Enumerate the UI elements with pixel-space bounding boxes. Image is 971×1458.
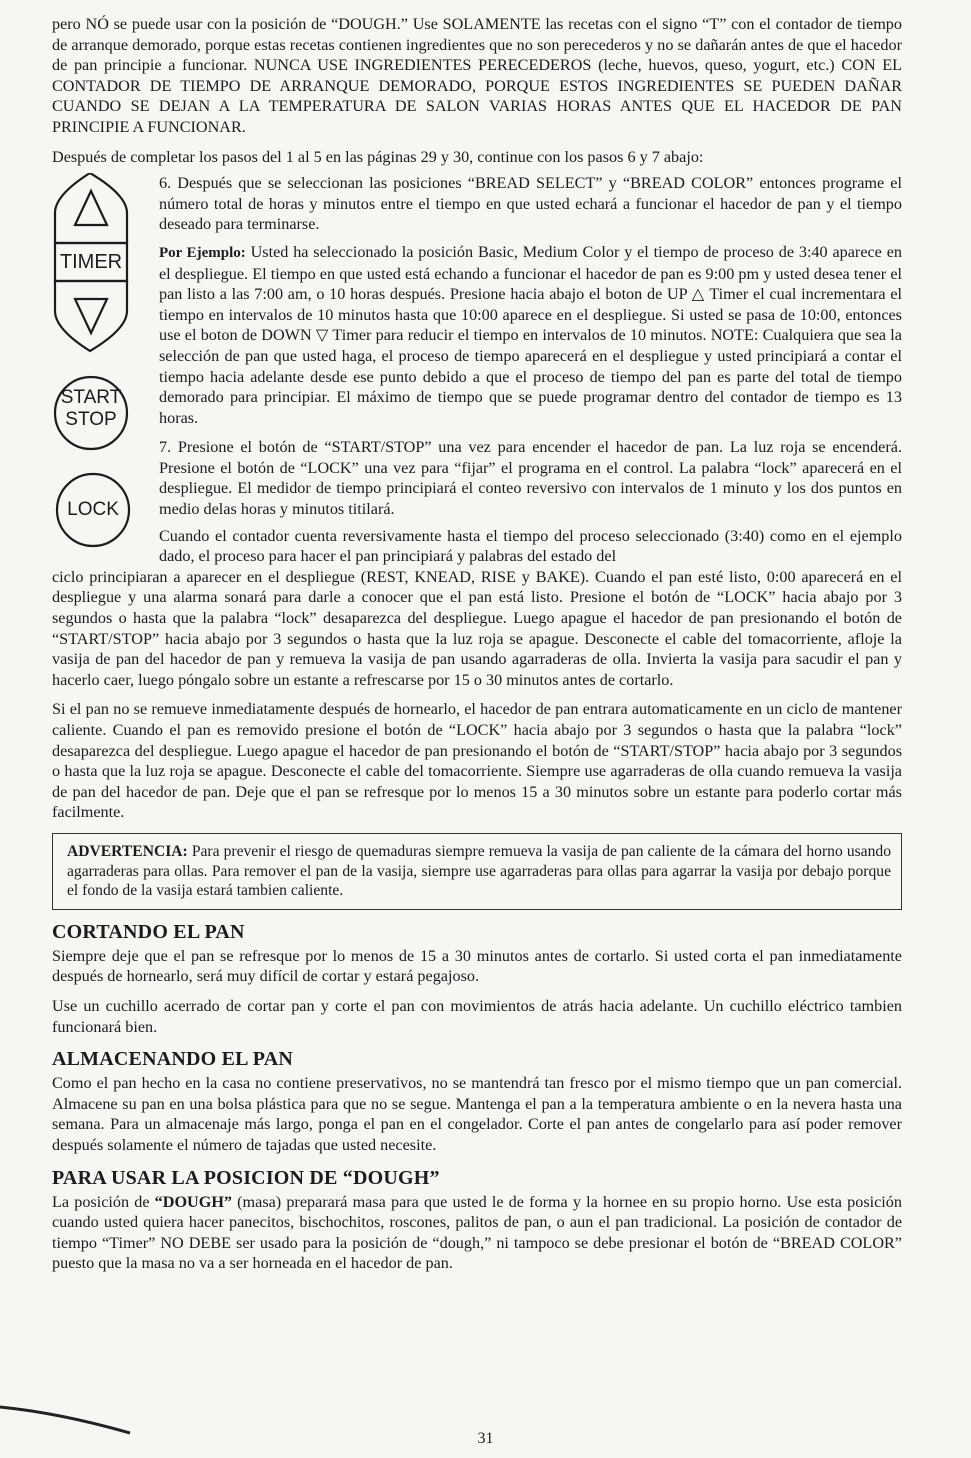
document-page (52, 14, 902, 1274)
example-paragraph (159, 242, 902, 428)
timer-buttons-icon (50, 173, 132, 553)
up-triangle-icon (75, 191, 107, 225)
cortando-p2: Use un cuchillo acerrado de cortar pan y corte el pan con movimientos de atrás hacia adelante. Un cuchillo eléctrico tambien funcionará bien. (52, 996, 902, 1036)
lock-button: LOCK (67, 499, 119, 521)
step-7: 7. Presione el botón de “START/STOP” una vez para encender el hacedor de pan. La luz roja se encenderá. Presione el botón de “LOCK” una vez para “fijar” el programa en el control. La palabra “lock” aparecerá en el despliegue. El medidor de tiempo principiará el conteo reversivo con intervalos de 1 minuto y los dos puntos en medio delas horas y minutos titilará. (159, 438, 902, 519)
warning-label: ADVERTENCIA: (67, 842, 188, 860)
cortando-p1: Siempre deje que el pan se refresque por lo menos de 15 a 30 minutos antes de cortarlo. Si usted corta el pan inmediatamente después de hornearlo, será muy difícil de cortar y estará pegajoso. (52, 946, 902, 986)
warning-box (52, 833, 902, 910)
section-title-almacenando: ALMACENANDO EL PAN (52, 1048, 294, 1071)
timer-button: TIMER (59, 251, 123, 274)
almacenando-p1: Como el pan hecho en la casa no contiene preservativos, no se mantendrá tan fresco por el mismo tiempo que un pan comercial. Almacene su pan en una bolsa plástica para que no se segue. Mantenga el pan a la temperatura ambiente o en la nevera hasta una semana. Para un almacenaje más largo, ponga el pan en el congelador. Corte el pan antes de congelarlo para así poder remover después solamente el número de tajadas que usted necesite. (52, 1074, 902, 1154)
stop-label: STOP (65, 409, 117, 431)
dough-text-a: La posición de (52, 1192, 155, 1211)
countdown-paragraph: ciclo principiaran a aparecer en el despliegue (REST, KNEAD, RISE y BAKE). Cuando el pan esté listo, 0:00 aparecerá en el despliegue y una alarma sonará para darle a conocer que el pan está listo. Presione el botón de “LOCK” hacia abajo por 3 segundos o hasta que la palabra “lock” desaparezca del despliegue. Luego apague el hacedor de pan presionando el botón de “START/STOP” hacia abajo por 3 segundos o hasta que la luz roja se apague. Desconecte el cable del tomacorriente, afloje la vasija de pan del hacedor de pan y remueva la vasija de pan usando agarraderas de olla. Invierta la vasija para sacudir el pan y hacerlo caer, luego póngalo sobre un estante a refrescarse por 15 o 30 minutos antes de cortarlo. (52, 567, 902, 689)
section-title-dough: PARA USAR LA POSICION DE “DOUGH” (52, 1166, 440, 1189)
remove-paragraph: Si el pan no se remueve inmediatamente después de hornearlo, el hacedor de pan entrara automaticamente en un ciclo de mantener caliente. Cuando el pan es removido presione el botón de “LOCK” hacia abajo por 3 segundos o hasta que la palabra “lock” desaparezca del despliegue. Luego apague el hacedor de pan presionando el botón de “START/STOP” hacia abajo por 3 segundos o hasta que la luz roja se apague. Desconecte el cable del tomacorriente. Siempre use agarraderas de olla cuando remueva la vasija de pan del hacedor de pan. Deje que el pan se refresque por lo menos 15 a 30 minutos sobre un estante para poderlo cortar más facilmente. (52, 700, 902, 822)
steps-intro: Después de completar los pasos del 1 al 5 en las páginas 29 y 30, continue con los pasos 6 y 7 abajo: (52, 147, 704, 166)
steps-block (52, 173, 902, 567)
countdown-lead: Cuando el contador cuenta reversivamente hasta el tiempo del proceso seleccionado (3:40) como en el ejemplo dado, el proceso para hacer el pan principiará y palabras del estado del (159, 526, 902, 566)
page-number: 31 (477, 1430, 494, 1447)
example-text: Usted ha seleccionado la posición Basic, Medium Color y el tiempo de proceso de 3:40 aparece en el despliegue. El tiempo en que usted está echando a funcionar el hacedor de pan es 9:00 pm y usted desea tener el pan listo a las 7:00 am, o 10 horas después. Presione hacia abajo el boton de UP △ Timer el cual incrementara el tiempo en intervalos de 10 minutos hasta que 10:00 aparece en el despliegue. Si usted se pasa de 10:00, entonces use el boton de DOWN ▽ Timer para reducir el tiempo en intervalos de 10 minutos. NOTE: Cualquiera que sea la selección de pan que usted haga, el proceso de tiempo aparecerá en el despliegue y usted principiará a contar el tiempo hacia adelante desde ese punto debido a que el proceso de tiempo del pan es parte del total de tiempo demorado para principiar. El máximo de tiempo que se puede programar dentro del contador de tiempo es 13 horas. (159, 242, 902, 427)
control-panel-illustration (50, 173, 132, 553)
example-label: Por Ejemplo: (159, 244, 246, 261)
intro-paragraph: pero NÓ se puede usar con la posición de “DOUGH.” Use SOLAMENTE las recetas con el signo “T” con el contador de tiempo de arranque demorado, porque estas recetas contienen ingredientes que no son perecederos y no se dañarán antes de que el hacedor de pan principie a funcionar. NUNCA USE INGREDIENTES PERECEDEROS (leche, huevos, queso, yogurt, etc.) CON EL CONTADOR DE TIEMPO DE ARRANQUE DEMORADO, PORQUE ESTOS INGREDIENTES SE PUEDEN DAÑAR CUANDO SE DEJAN A LA TEMPERATURA DE SALON VARIAS HORAS ANTES QUE EL HACEDOR DE PAN PRINCIPIE A FUNCIONAR. (52, 15, 902, 136)
dough-p1 (52, 1192, 902, 1274)
dough-text-b: (masa) preparará masa para que usted le de forma y la hornee en su propio horno. Use esta posición cuando usted quiera hacer panecitos, bischochitos, roscones, palitos de pan, o aun el pan tradicional. La posición de contador de tiempo “Timer” NO DEBE ser usado para la posición de “dough,” ni tampoco se debe presionar el botón de “BREAD COLOR” puesto que la masa no va a ser horneada en el hacedor de pan. (52, 1192, 902, 1273)
dough-bold: “DOUGH” (154, 1192, 232, 1211)
start-label: START (60, 387, 122, 409)
warning-text: Para prevenir el riesgo de quemaduras siempre remueva la vasija de pan caliente de la cámara del horno usando agarraderas para ollas. Para remover el pan de la vasija, siempre use agarraderas para ollas para agarrar la vasija por debajo porque el fondo de la vasija estará tambien caliente. (67, 842, 891, 900)
down-triangle-icon (75, 299, 107, 333)
section-title-cortando: CORTANDO EL PAN (52, 920, 245, 943)
step-6: 6. Después que se seleccionan las posiciones “BREAD SELECT” y “BREAD COLOR” entonces programe el número total de horas y minutos entre el tiempo en que usted echará a funcionar el hacedor de pan y el tiempo deseado para terminarse. (159, 174, 902, 234)
